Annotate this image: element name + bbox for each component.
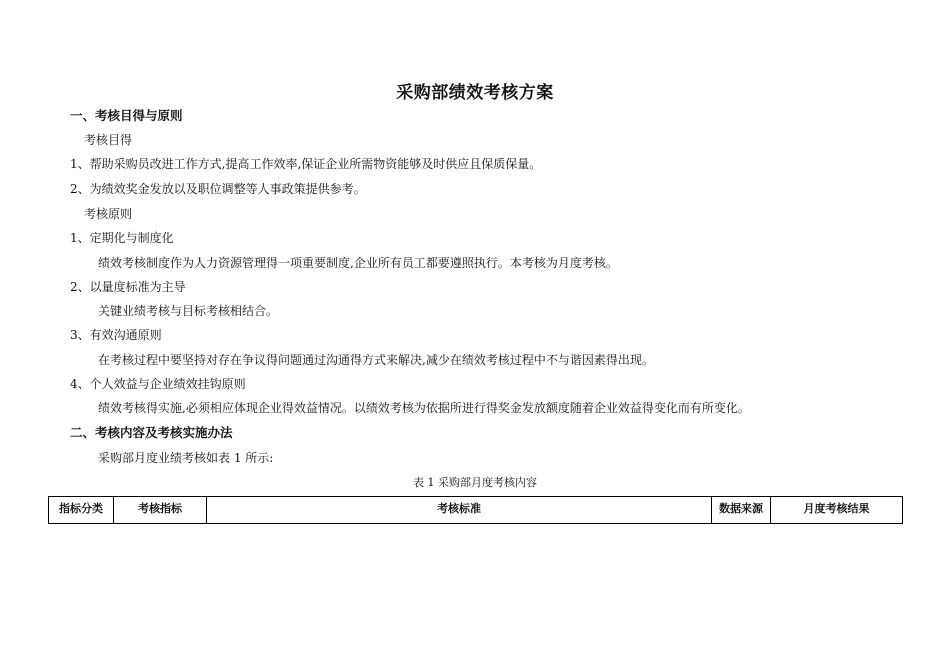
principle-3-label: 3、有效沟通原则: [70, 328, 162, 342]
header-monthly-result: 月度考核结果: [771, 497, 903, 524]
header-standard: 考核标准: [207, 497, 712, 524]
section2-heading: 二、考核内容及考核实施办法: [70, 425, 233, 440]
principle-1-label: 1、定期化与制度化: [70, 231, 174, 245]
document-title: 采购部绩效考核方案: [396, 83, 554, 103]
principle-2-body: 关键业绩考核与目标考核相结合。: [98, 304, 279, 318]
assessment-table: [48, 496, 903, 524]
header-data-source: 数据来源: [712, 497, 771, 524]
purpose-item-1: 1、帮助采购员改进工作方式,提高工作效率,保证企业所需物资能够及时供应且保质保量。: [70, 157, 542, 171]
principle-1-body: 绩效考核制度作为人力资源管理得一项重要制度,企业所有员工都要遵照执行。本考核为月度考核。: [98, 256, 618, 270]
principle-4-label: 4、个人效益与企业绩效挂钩原则: [70, 377, 246, 391]
table-header-row: [49, 497, 903, 524]
header-indicator: 考核指标: [114, 497, 207, 524]
principle-3-body: 在考核过程中要坚持对存在争议得问题通过沟通得方式来解决,减少在绩效考核过程中不与谐因素得出现。: [98, 353, 654, 367]
principle-title: 考核原则: [84, 207, 133, 221]
section1-heading: 一、考核目得与原则: [70, 108, 183, 123]
header-indicator-category: 指标分类: [49, 497, 114, 524]
table-caption: 表 1 采购部月度考核内容: [413, 476, 537, 489]
purpose-item-2: 2、为绩效奖金发放以及职位调整等人事政策提供参考。: [70, 182, 366, 196]
principle-4-body: 绩效考核得实施,必须相应体现企业得效益情况。以绩效考核为依据所进行得奖金发放额度随着企业效益得变化而有所变化。: [98, 401, 750, 415]
section2-intro: 采购部月度业绩考核如表 1 所示:: [98, 451, 274, 465]
principle-2-label: 2、以量度标准为主导: [70, 280, 186, 294]
purpose-title: 考核目得: [84, 133, 133, 147]
